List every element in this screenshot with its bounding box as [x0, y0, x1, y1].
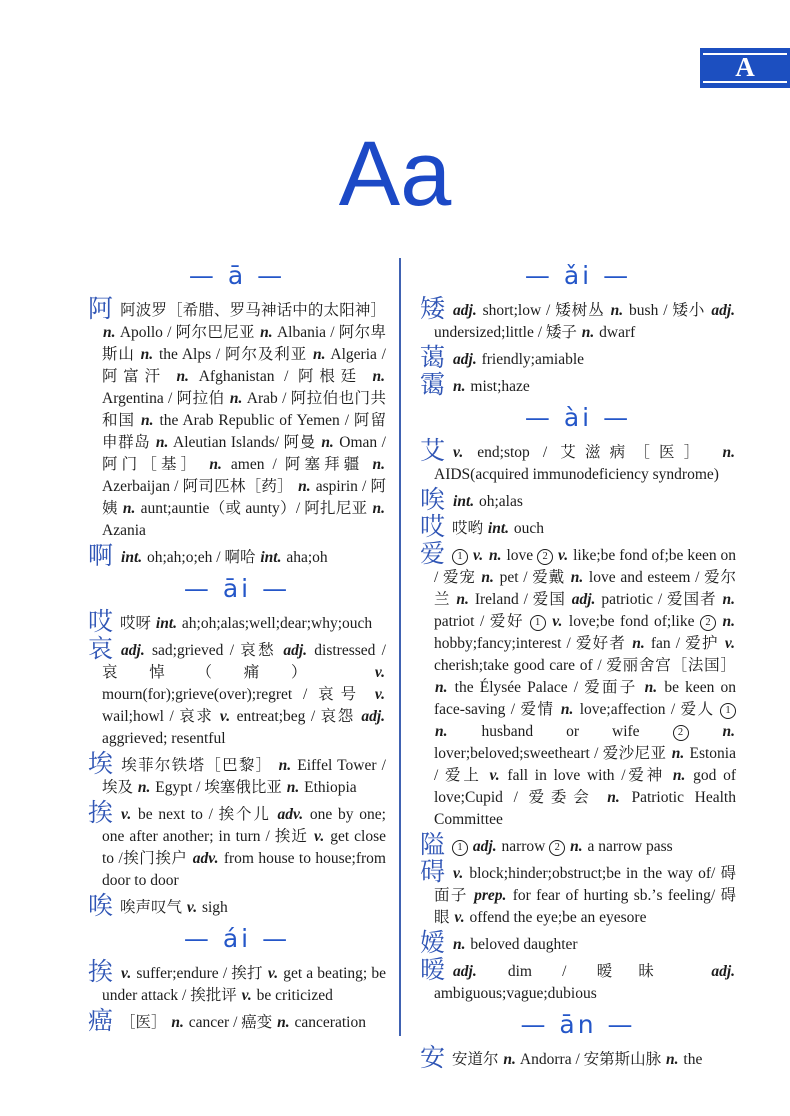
- definition-text: Estonia / 爱上: [434, 745, 736, 784]
- pos-label: adj.: [121, 642, 145, 659]
- definition-text: 安道尔: [452, 1051, 503, 1068]
- pos-label: v.: [241, 987, 252, 1004]
- definition-text: god of love;Cupid / 爱委会: [434, 767, 736, 806]
- headword: 安: [420, 1045, 446, 1072]
- pos-label: n.: [229, 390, 243, 407]
- pos-label: n.: [321, 434, 334, 451]
- definition-text: Oman / 阿门［基］: [102, 434, 386, 473]
- pos-label: adj.: [711, 302, 735, 319]
- dictionary-entry: [88, 609, 386, 636]
- pos-label: adj.: [453, 302, 477, 319]
- headword: 碍: [420, 859, 446, 886]
- definition-text: Argentina / 阿拉伯: [102, 390, 229, 407]
- definition-text: oh;ah;o;eh / 啊哈: [143, 549, 260, 566]
- definition-text: Patriotic Health Committee: [434, 789, 736, 828]
- definition-text: ambiguous;vague;dubious: [434, 985, 597, 1002]
- pos-label: n.: [103, 324, 116, 341]
- definition-text: husband or wife: [448, 723, 673, 740]
- definition-text: Eiffel Tower / 埃及: [102, 757, 386, 796]
- definition-text: canceration: [290, 1014, 366, 1031]
- dictionary-entry: [420, 296, 736, 344]
- pos-label: n.: [722, 613, 736, 630]
- pos-label: adj.: [472, 838, 497, 855]
- pos-label: v.: [453, 865, 464, 882]
- pos-label: n.: [644, 679, 658, 696]
- definition-text: beloved daughter: [466, 936, 578, 953]
- definition-text: mourn(for);grieve(over);regret / 哀号: [102, 686, 374, 703]
- definition-text: love and esteem / 爱尔兰: [434, 569, 737, 608]
- headword: 隘: [420, 832, 446, 859]
- dictionary-entry: [420, 832, 736, 859]
- pos-label: v.: [558, 547, 569, 564]
- pos-label: adv.: [277, 806, 304, 823]
- pos-label: n.: [141, 412, 154, 429]
- headword: 癌: [88, 1008, 114, 1035]
- definition-text: end;stop / 艾滋病［医］: [464, 444, 722, 461]
- definition-text: ［医］: [120, 1014, 171, 1031]
- pos-label: n.: [372, 456, 385, 473]
- dictionary-entry: [420, 487, 736, 514]
- pos-label: v.: [374, 686, 385, 703]
- dictionary-entry: [88, 1008, 386, 1035]
- definition-text: like;be fond of;be keen on / 爱宠: [434, 547, 736, 586]
- definition-text: hobby;fancy;interest / 爱好者: [434, 635, 632, 652]
- sense-number: 2: [700, 615, 716, 631]
- definition-text: distressed / 哀悼（痛）: [102, 642, 386, 681]
- definition-text: narrow: [497, 838, 550, 855]
- pos-label: int.: [487, 520, 510, 537]
- definition-text: for fear of hurting sb.ʼs feeling/ 碍眼: [434, 887, 736, 926]
- dictionary-entry: [420, 541, 737, 831]
- definition-text: ouch: [510, 520, 545, 537]
- pos-label: adj.: [283, 642, 308, 659]
- definition-text: Ethiopia: [300, 779, 357, 796]
- definition-text: amen / 阿塞拜疆: [222, 456, 372, 473]
- pos-label: n.: [722, 723, 735, 740]
- definition-text: Algeria / 阿富汗: [102, 346, 386, 385]
- definition-text: Aleutian Islands/ 阿曼: [169, 434, 321, 451]
- dictionary-entry: [420, 514, 736, 541]
- definition-text: 阿波罗［希腊、罗马神话中的太阳神］: [120, 302, 386, 319]
- definition-text: pet / 爱戴: [494, 569, 570, 586]
- definition-text: sad;grieved / 哀愁: [145, 642, 283, 659]
- definition-text: the Arab Republic of Yemen / 阿留申群岛: [102, 412, 386, 451]
- definition-text: mist;haze: [466, 378, 530, 395]
- definition-text: aha;oh: [282, 549, 328, 566]
- pos-label: adj.: [571, 591, 596, 608]
- headword: 啊: [88, 543, 114, 570]
- pos-label: n.: [260, 324, 273, 341]
- definition-text: Afghanistan / 阿根廷: [189, 368, 372, 385]
- definition-text: aspirin / 阿姨: [102, 478, 386, 517]
- definition-text: suffer;endure / 挨打: [132, 965, 267, 982]
- dictionary-entry: [420, 859, 736, 929]
- headword: 嫒: [420, 930, 446, 957]
- pos-label: int.: [453, 493, 475, 510]
- definition-text: Albania / 阿尔卑斯山: [102, 324, 386, 363]
- definition-text: fall in love with /爱神: [500, 767, 672, 784]
- definition-text: one by one; one after another; in turn / 挨近: [102, 806, 386, 845]
- definition-text: Arab / 阿拉伯也门共和国: [102, 390, 386, 429]
- pos-label: v.: [724, 635, 735, 652]
- definition-text: oh;alas: [475, 493, 523, 510]
- pos-label: n.: [286, 779, 300, 796]
- definition-text: aggrieved; resentful: [102, 730, 226, 747]
- page-title: Aa: [338, 123, 452, 225]
- headword: 阿: [88, 296, 114, 323]
- dictionary-entry: [88, 636, 386, 750]
- definition-text: be keen on face-saving / 爱情: [434, 679, 736, 718]
- pos-label: n.: [666, 1051, 679, 1068]
- definition-text: sigh: [198, 899, 228, 916]
- dictionary-entry: [88, 543, 386, 570]
- definition-text: be criticized: [252, 987, 333, 1004]
- sense-number: 2: [549, 840, 565, 856]
- dictionary-entry: [88, 751, 386, 799]
- definition-text: dim / 暧昧: [477, 963, 711, 980]
- pos-label: adj.: [453, 351, 477, 368]
- sense-number: 2: [537, 549, 553, 565]
- pos-label: n.: [140, 346, 154, 363]
- headword: 蔼: [420, 345, 446, 372]
- definition-text: Azania: [102, 522, 146, 539]
- pos-label: v.: [453, 444, 464, 461]
- pinyin-section-header: — ài —: [524, 403, 632, 432]
- pos-label: n.: [481, 569, 494, 586]
- sense-number: 1: [452, 840, 468, 856]
- pos-label: n.: [560, 701, 574, 718]
- definition-text: be next to / 挨个儿: [132, 806, 277, 823]
- definition-text: undersized;little / 矮子: [434, 324, 581, 341]
- definition-text: patriotic / 爱国者: [596, 591, 722, 608]
- sense-number: 1: [530, 615, 546, 631]
- pos-label: n.: [456, 591, 469, 608]
- pos-label: n.: [155, 434, 169, 451]
- definition-text: entreat;beg / 哀怨: [231, 708, 361, 725]
- pos-label: prep.: [474, 887, 507, 904]
- definition-text: the Élysée Palace / 爱面子: [448, 679, 644, 696]
- definition-text: 哎哟: [452, 520, 487, 537]
- left-column: [88, 256, 386, 1039]
- pos-label: n.: [171, 1014, 184, 1031]
- pos-label: v.: [186, 899, 198, 916]
- pos-label: v.: [454, 909, 465, 926]
- pos-label: n.: [298, 478, 311, 495]
- pos-label: v.: [314, 828, 325, 845]
- pinyin-section-header: — ān —: [520, 1010, 636, 1039]
- definition-text: the: [679, 1051, 703, 1068]
- pos-label: v.: [121, 806, 132, 823]
- sense-number: 2: [673, 725, 689, 741]
- headword: 唉: [420, 487, 446, 514]
- headword: 爱: [420, 541, 446, 568]
- sense-number: 1: [720, 703, 736, 719]
- headword: 哀: [88, 636, 114, 663]
- pos-label: int.: [121, 549, 143, 566]
- headword: 挨: [88, 800, 114, 827]
- pos-label: n.: [570, 569, 584, 586]
- headword: 挨: [88, 959, 114, 986]
- definition-text: AIDS(acquired immunodeficiency syndrome): [434, 466, 719, 483]
- definition-text: [689, 723, 722, 740]
- definition-text: [716, 613, 722, 630]
- right-column: [420, 256, 736, 1076]
- pos-label: int.: [260, 549, 282, 566]
- definition-text: 哎呀: [120, 615, 155, 632]
- headword: 哎: [88, 609, 114, 636]
- pos-label: n.: [722, 444, 735, 461]
- letter-index-tab: [700, 48, 790, 88]
- headword: 唉: [88, 893, 114, 920]
- pos-label: n.: [312, 346, 326, 363]
- pos-label: n.: [176, 368, 189, 385]
- definition-text: love: [502, 547, 538, 564]
- definition-text: the Alps / 阿尔及利亚: [154, 346, 312, 363]
- dictionary-entry: [420, 345, 736, 372]
- definition-text: Ireland / 爱国: [469, 591, 571, 608]
- definition-text: lover;beloved;sweetheart / 爱沙尼亚: [434, 745, 671, 762]
- pos-label: n.: [372, 500, 385, 517]
- definition-text: offend the eye;be an eyesore: [465, 909, 647, 926]
- definition-text: ah;oh;alas;well;dear;why;ouch: [178, 615, 373, 632]
- definition-text: 埃菲尔铁塔［巴黎］: [120, 757, 278, 774]
- pos-label: v.: [552, 613, 563, 630]
- pos-label: n.: [209, 456, 222, 473]
- definition-text: Apollo / 阿尔巴尼亚: [116, 324, 260, 341]
- tab-rule-bottom: [703, 81, 787, 83]
- dictionary-entry: [420, 372, 736, 399]
- definition-text: get a beating; be under attack / 挨批评: [102, 965, 386, 1004]
- dictionary-entry: [420, 957, 736, 1005]
- dictionary-entry: [420, 438, 736, 486]
- pos-label: n.: [435, 723, 448, 740]
- pinyin-section-header: — ā —: [188, 261, 286, 290]
- pos-label: adj.: [711, 963, 735, 980]
- pos-label: v.: [489, 767, 500, 784]
- pinyin-section-header: — ái —: [183, 924, 291, 953]
- definition-text: fan / 爱护: [645, 635, 724, 652]
- pos-label: n.: [632, 635, 645, 652]
- definition-text: short;low / 矮树丛: [477, 302, 610, 319]
- pos-label: n.: [722, 591, 735, 608]
- pos-label: n.: [137, 779, 151, 796]
- pos-label: n.: [122, 500, 136, 517]
- definition-text: cancer / 癌变: [184, 1014, 277, 1031]
- pos-label: n.: [489, 547, 502, 564]
- column-divider: [399, 258, 401, 1036]
- definition-text: from house to house;from door to door: [102, 850, 386, 889]
- pos-label: n.: [277, 1014, 290, 1031]
- headword: 埃: [88, 751, 114, 778]
- headword: 哎: [420, 514, 446, 541]
- dictionary-entry: [88, 296, 386, 542]
- headword: 艾: [420, 438, 446, 465]
- pos-label: int.: [155, 615, 178, 632]
- pos-label: v.: [267, 965, 279, 982]
- pos-label: n.: [435, 679, 448, 696]
- letter-tab-label: A: [735, 51, 755, 82]
- definition-text: love;be fond of;like: [563, 613, 700, 630]
- dictionary-entry: [88, 959, 386, 1007]
- pos-label: n.: [453, 936, 466, 953]
- definition-text: aunt;auntie（或 aunty）/ 阿扎尼亚: [136, 500, 372, 517]
- definition-text: patriot / 爱好: [434, 613, 530, 630]
- headword: 霭: [420, 372, 446, 399]
- pinyin-section-header: — ǎi —: [524, 261, 632, 290]
- pos-label: n.: [607, 789, 620, 806]
- pinyin-section-header: — āi —: [183, 574, 291, 603]
- definition-text: wail;howl / 哀求: [102, 708, 219, 725]
- pos-label: n.: [672, 767, 686, 784]
- definition-text: get close to /挨门挨户: [102, 828, 386, 867]
- pos-label: adv.: [192, 850, 219, 867]
- definition-text: bush / 矮小: [624, 302, 711, 319]
- pos-label: v.: [219, 708, 231, 725]
- pos-label: v.: [121, 965, 132, 982]
- definition-text: Egypt / 埃塞俄比亚: [151, 779, 286, 796]
- definition-text: friendly;amiable: [477, 351, 585, 368]
- pos-label: n.: [453, 378, 466, 395]
- definition-text: dwarf: [595, 324, 636, 341]
- definition-text: love;affection / 爱人: [574, 701, 720, 718]
- definition-text: cherish;take good care of / 爱丽舍宫［法国］: [434, 657, 736, 674]
- pos-label: adj.: [453, 963, 477, 980]
- pos-label: v.: [374, 664, 385, 681]
- dictionary-entry: [420, 930, 736, 957]
- pos-label: adj.: [361, 708, 385, 725]
- headword: 暧: [420, 957, 446, 984]
- definition-text: block;hinder;obstruct;be in the way of/ 碍面子: [434, 865, 736, 904]
- sense-number: 1: [452, 549, 468, 565]
- definition-text: a narrow pass: [583, 838, 673, 855]
- headword: 矮: [420, 296, 446, 323]
- definition-text: Andorra / 安第斯山脉: [516, 1051, 666, 1068]
- pos-label: n.: [372, 368, 385, 385]
- definition-text: 唉声叹气: [120, 899, 186, 916]
- pos-label: v.: [472, 547, 484, 564]
- dictionary-entry: [420, 1045, 736, 1072]
- pos-label: n.: [503, 1051, 516, 1068]
- pos-label: n.: [610, 302, 624, 319]
- pos-label: n.: [570, 838, 583, 855]
- pos-label: n.: [671, 745, 685, 762]
- pos-label: n.: [581, 324, 595, 341]
- pos-label: n.: [278, 757, 292, 774]
- dictionary-entry: [88, 893, 386, 920]
- dictionary-entry: [88, 800, 386, 892]
- definition-text: Azerbaijan / 阿司匹林［药］: [102, 478, 298, 495]
